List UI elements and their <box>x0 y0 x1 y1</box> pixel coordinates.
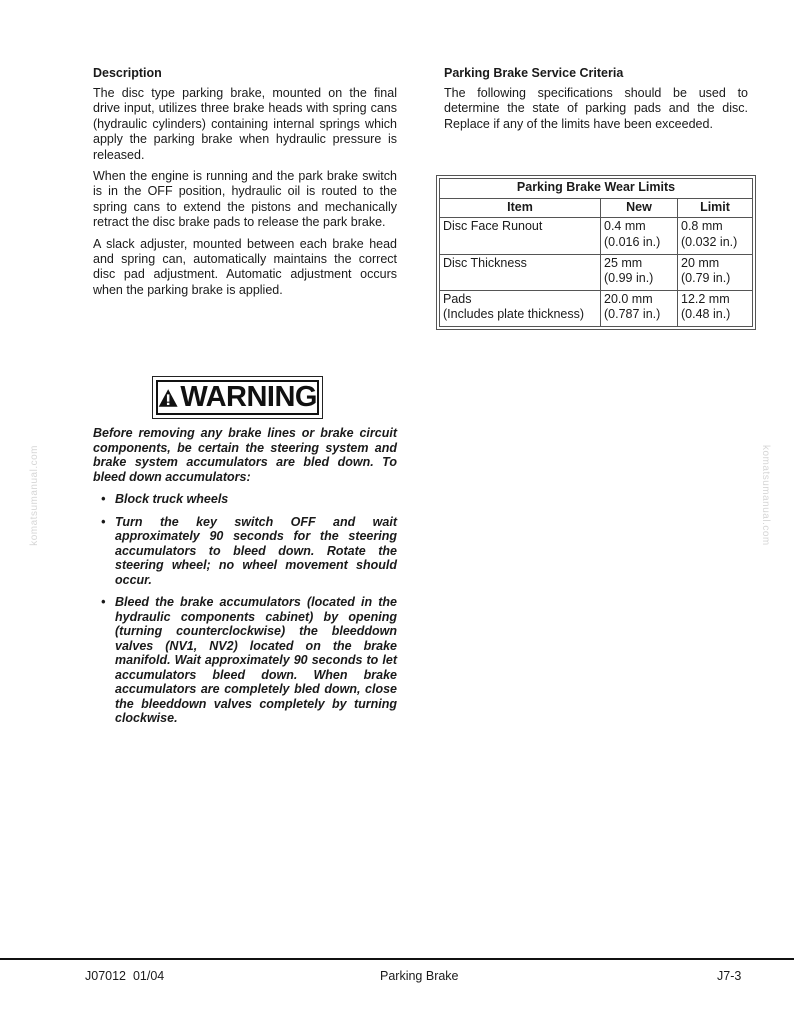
list-item <box>93 595 397 726</box>
description-section <box>93 66 397 298</box>
table-cell-new <box>601 218 678 254</box>
footer-rule <box>0 958 794 960</box>
warning-body <box>93 426 397 734</box>
table-row <box>440 218 753 254</box>
bullet-text: Block truck wheels <box>115 492 229 506</box>
item-note: (Includes plate thickness) <box>443 307 585 322</box>
warning-label-inner <box>156 380 319 415</box>
service-criteria-paragraph: The following specifications should be used to determine the state of parking pads and the disc. Replace if any of the limits have been exceeded. <box>444 86 748 131</box>
watermark-left: komatsumanual.com <box>29 445 40 546</box>
bullet-icon: • <box>101 595 106 609</box>
limit-value-mm: 12.2 mm <box>681 291 730 306</box>
new-value-in: (0.99 in.) <box>604 271 654 286</box>
new-value-in: (0.016 in.) <box>604 234 661 249</box>
table-cell-new <box>601 254 678 290</box>
table-cell-limit <box>678 254 753 290</box>
table-cell-item <box>440 218 601 254</box>
item-label: Disc Face Runout <box>443 219 543 234</box>
item-label: Pads <box>443 291 472 306</box>
limit-value-mm: 20 mm <box>681 255 720 270</box>
wear-limits-table <box>436 175 756 330</box>
description-paragraph-1: The disc type parking brake, mounted on the final drive input, utilizes three brake heads with spring cans (hydraulic cylinders) containing internal springs which apply the parking brake when hydraulic pressure is released. <box>93 86 397 162</box>
warning-triangle-icon <box>158 385 178 411</box>
description-heading: Description <box>93 66 162 80</box>
table-caption: Parking Brake Wear Limits <box>440 179 753 199</box>
footer-title: Parking Brake <box>380 969 459 983</box>
warning-label <box>152 376 323 419</box>
limit-value-in: (0.79 in.) <box>681 271 731 286</box>
bullet-icon: • <box>101 492 106 506</box>
list-item <box>93 515 397 588</box>
table-cell-limit <box>678 218 753 254</box>
item-label: Disc Thickness <box>443 255 527 270</box>
table-row <box>440 290 753 326</box>
service-criteria-heading: Parking Brake Service Criteria <box>444 66 624 80</box>
description-paragraph-3: A slack adjuster, mounted between each brake head and spring can, automatically maintains the correct disc pad adjustment. Automatic adjustment occurs when the parking brake is applied. <box>93 236 397 297</box>
service-criteria-section <box>444 66 748 132</box>
table-cell-item <box>440 254 601 290</box>
footer-page-number: J7-3 <box>717 969 742 983</box>
warning-bullet-list <box>93 492 397 726</box>
new-value-mm: 0.4 mm <box>604 219 646 234</box>
table-row <box>440 254 753 290</box>
watermark-right: komatsumanual.com <box>760 445 771 546</box>
new-value-mm: 25 mm <box>604 255 643 270</box>
bullet-icon: • <box>101 514 106 529</box>
limit-value-in: (0.032 in.) <box>681 234 738 249</box>
warning-intro: Before removing any brake lines or brake circuit components, be certain the steering system and brake system accumulators are bled down. To bleed down accumulators: <box>93 426 397 484</box>
table-cell-item <box>440 290 601 326</box>
table-header-new: New <box>601 198 678 218</box>
warning-word: WARNING <box>180 381 317 413</box>
table-cell-limit <box>678 290 753 326</box>
new-value-mm: 20.0 mm <box>604 291 653 306</box>
table-header-limit: Limit <box>678 198 753 218</box>
table-header-item: Item <box>440 198 601 218</box>
limit-value-in: (0.48 in.) <box>681 307 731 322</box>
footer-doc-id: J07012 01/04 <box>85 969 165 983</box>
list-item <box>93 492 397 507</box>
new-value-in: (0.787 in.) <box>604 307 661 322</box>
limit-value-mm: 0.8 mm <box>681 219 723 234</box>
bullet-text: Turn the key switch OFF and wait approximately 90 seconds for the steering accumulators to bleed down. Rotate the steering wheel; no wheel movement should occur. <box>115 514 397 587</box>
description-paragraph-2: When the engine is running and the park brake switch is in the OFF position, hydraulic oil is routed to the spring cans to extend the pistons and mechanically retract the disc brake pads to release the park brake. <box>93 169 397 230</box>
bullet-text: Bleed the brake accumulators (located in the hydraulic components cabinet) by opening (turning counterclockwise) the bleeddown valves (NV1, NV2) located on the brake manifold. Wait approximately 90 seconds to let accumulators bleed down. When brake accumulators are completely bled down, close the bleeddown valves completely by turning clockwise. <box>115 595 397 725</box>
table-cell-new <box>601 290 678 326</box>
